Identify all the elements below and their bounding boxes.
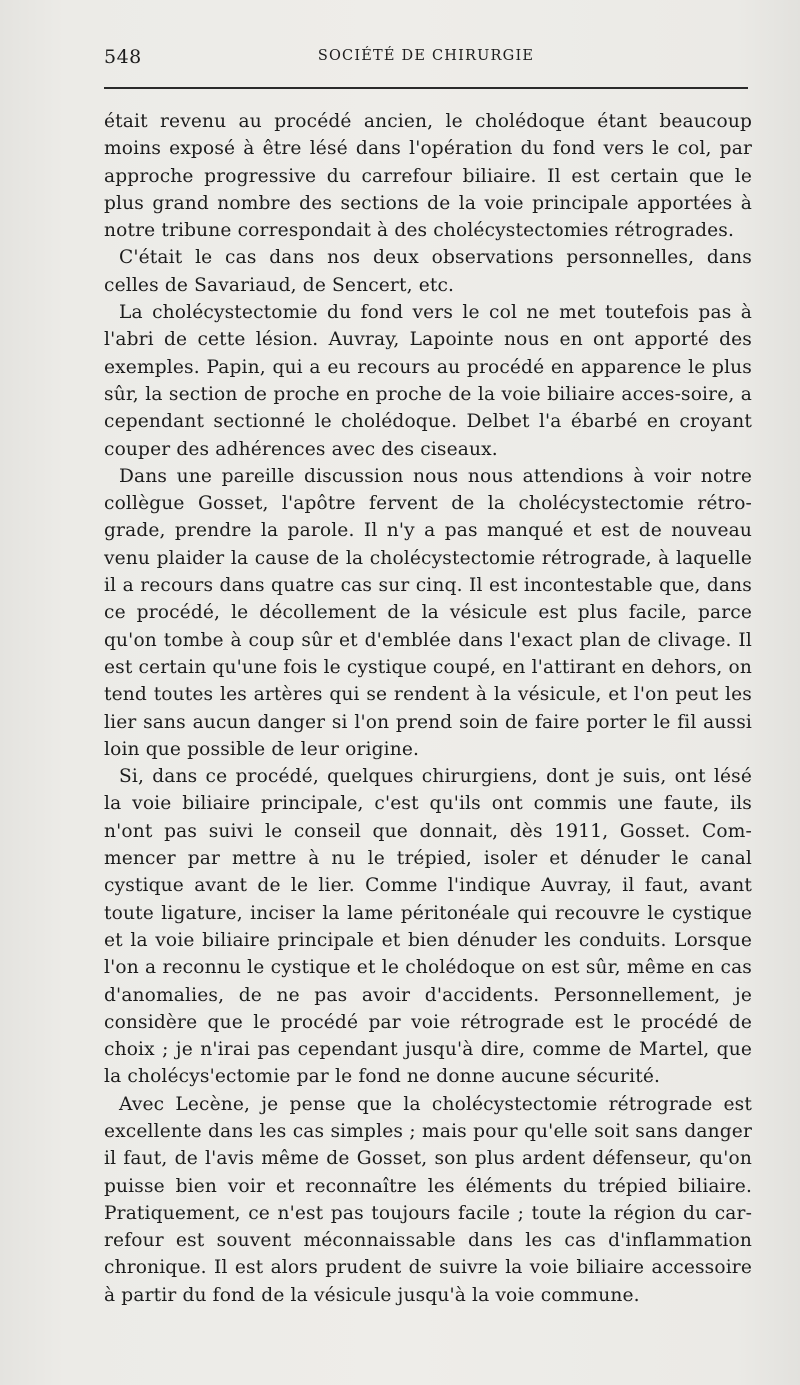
- paragraph: La cholécystectomie du fond vers le col ne met toutefois pas à l'abri de cette lésion. Auvray, Lapointe nous en ont apporté des exemples. Papin, qui a eu recours au procédé en apparence le plus sûr, la section de proche en proche de la voie biliaire acces-soire, a cependant sectionné le cholédoque. Delbet l'a ébarbé en croyant couper des adhérences avec des ciseaux.: [104, 302, 752, 460]
- paragraph: C'était le cas dans nos deux observations personnelles, dans celles de Savariaud, de Sencert, etc.: [104, 247, 752, 296]
- header-rule: [104, 87, 748, 89]
- running-head: SOCIÉTÉ DE CHIRURGIE: [317, 48, 535, 64]
- page-header: [104, 46, 748, 72]
- page-number: 548: [104, 46, 142, 68]
- paragraph: Avec Lecène, je pense que la cholécystectomie rétrograde est excellente dans les cas simples ; mais pour qu'elle soit sans danger il faut, de l'avis même de Gosset, son plus ardent défenseur, qu'on puisse bien voir et reconnaître les éléments du trépied biliaire. Pratiquement, ce n'est pas toujours facile ; toute la région du car-refour est souvent méconnaissable dans les cas d'inflammation chronique. Il est alors prudent de suivre la voie biliaire accessoire à partir du fond de la vésicule jusqu'à la voie commune.: [104, 1093, 752, 1306]
- paragraph: Dans une pareille discussion nous nous attendions à voir notre collègue Gosset, l'apôtre fervent de la cholécystectomie rétro-grade, prendre la parole. Il n'y a pas manqué et est de nouveau venu plaider la cause de la cholécystectomie rétrograde, à laquelle il a recours dans quatre cas sur cinq. Il est incontestable que, dans ce procédé, le décollement de la vésicule est plus facile, parce qu'on tombe à coup sûr et d'emblée dans l'exact plan de clivage. Il est certain qu'une fois le cystique coupé, en l'attirant en dehors, on tend toutes les artères qui se rendent à la vésicule, et l'on peut les lier sans aucun danger si l'on prend soin de faire porter le fil aussi loin que possible de leur origine.: [104, 465, 752, 760]
- paragraph: Si, dans ce procédé, quelques chirurgiens, dont je suis, ont lésé la voie biliaire principale, c'est qu'ils ont commis une faute, ils n'ont pas suivi le conseil que donnait, dès 1911, Gosset. Com-mencer par mettre à nu le trépied, isoler et dénuder le canal cystique avant de le lier. Comme l'indique Auvray, il faut, avant toute ligature, inciser la lame péritonéale qui recouvre le cystique et la voie biliaire principale et bien dénuder les conduits. Lorsque l'on a reconnu le cystique et le cholédoque on est sûr, même en cas d'anomalies, de ne pas avoir d'accidents. Personnellement, je considère que le procédé par voie rétrograde est le procédé de choix ; je n'irai pas cependant jusqu'à dire, comme de Martel, que la cholécys'ectomie par le fond ne donne aucune sécurité.: [104, 766, 752, 1088]
- paragraph: était revenu au procédé ancien, le cholédoque étant beaucoup moins exposé à être lésé dans l'opération du fond vers le col, par approche progressive du carrefour biliaire. Il est certain que le plus grand nombre des sections de la voie principale apportées à notre tribune correspondait à des cholécystectomies rétrogrades.: [104, 111, 752, 242]
- body-text: [104, 108, 752, 1309]
